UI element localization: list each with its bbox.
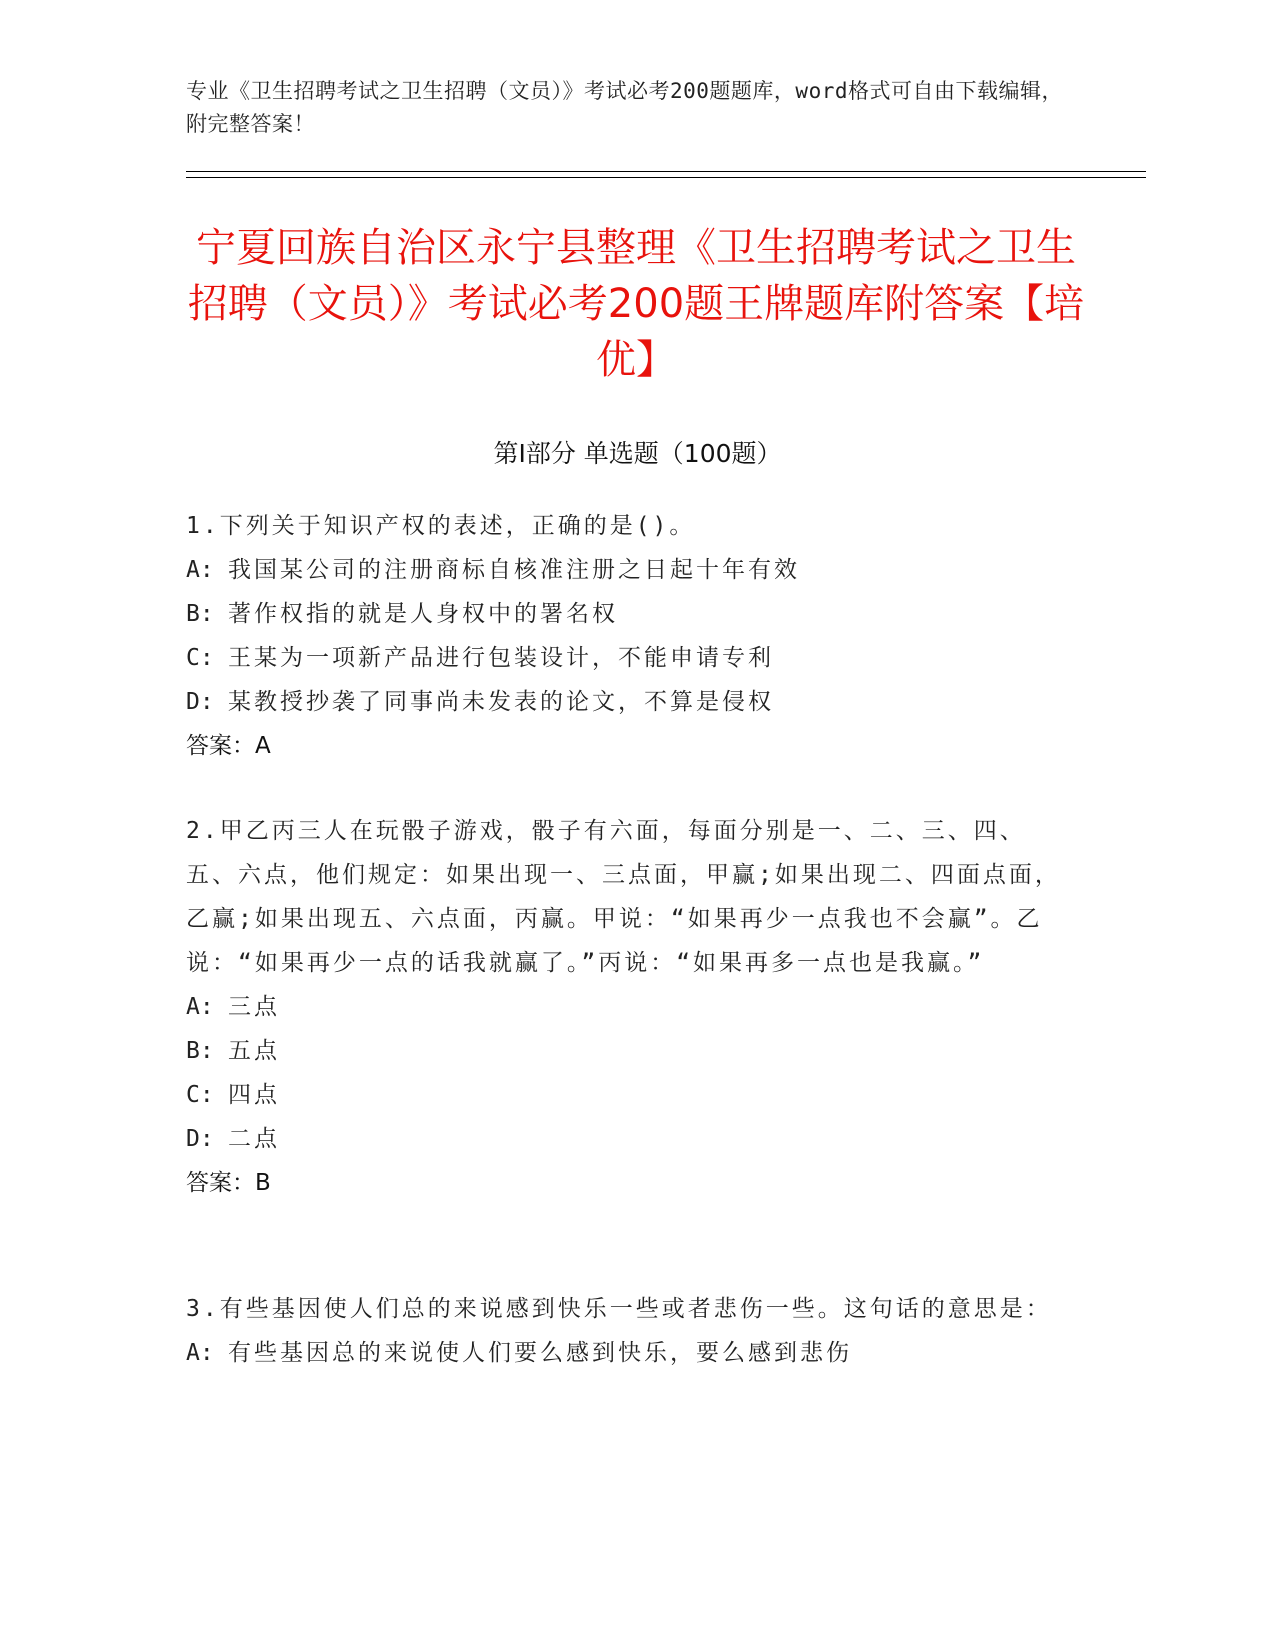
option-d: D: 某教授抄袭了同事尚未发表的论文，不算是侵权: [186, 689, 774, 715]
question-3: [186, 1287, 1066, 1375]
header-divider-top: [186, 171, 1146, 172]
question-stem: 2.甲乙丙三人在玩骰子游戏，骰子有六面，每面分别是一、二、三、四、五、六点，他们规定：如果出现一、三点面，甲赢;如果出现二、四面点面，乙赢;如果出现五、六点面，丙赢。甲说：“如果再少一点我也不会赢”。乙说：“如果再少一点的话我就赢了。”丙说：“如果再多一点也是我赢。”: [186, 818, 1061, 976]
option-a: A: 三点: [186, 994, 280, 1020]
option-c: C: 王某为一项新产品进行包装设计，不能申请专利: [186, 645, 774, 671]
answer-line: 答案：B: [186, 1170, 271, 1196]
question-stem: 1.下列关于知识产权的表述，正确的是()。: [186, 513, 696, 539]
option-c: C: 四点: [186, 1082, 280, 1108]
question-1: [186, 504, 1066, 768]
intro-text: 专业《卫生招聘考试之卫生招聘（文员）》考试必考200题题库，word格式可自由下载编辑，附完整答案！: [186, 79, 1063, 136]
header-divider-bottom: [186, 177, 1146, 178]
option-b: B: 著作权指的就是人身权中的署名权: [186, 601, 618, 627]
question-2: [186, 809, 1066, 1205]
option-a: A: 我国某公司的注册商标自核准注册之日起十年有效: [186, 557, 800, 583]
question-stem: 3.有些基因使人们总的来说感到快乐一些或者悲伤一些。这句话的意思是：: [186, 1296, 1052, 1322]
section-heading: 第Ⅰ部分 单选题（100题）: [493, 439, 782, 468]
answer-line: 答案：A: [186, 733, 271, 759]
option-a: A: 有些基因总的来说使人们要么感到快乐，要么感到悲伤: [186, 1340, 852, 1366]
document-title: 宁夏回族自治区永宁县整理《卫生招聘考试之卫生招聘（文员）》考试必考200题王牌题库附答案【培优】: [187, 225, 1085, 383]
option-b: B: 五点: [186, 1038, 280, 1064]
option-d: D: 二点: [186, 1126, 280, 1152]
